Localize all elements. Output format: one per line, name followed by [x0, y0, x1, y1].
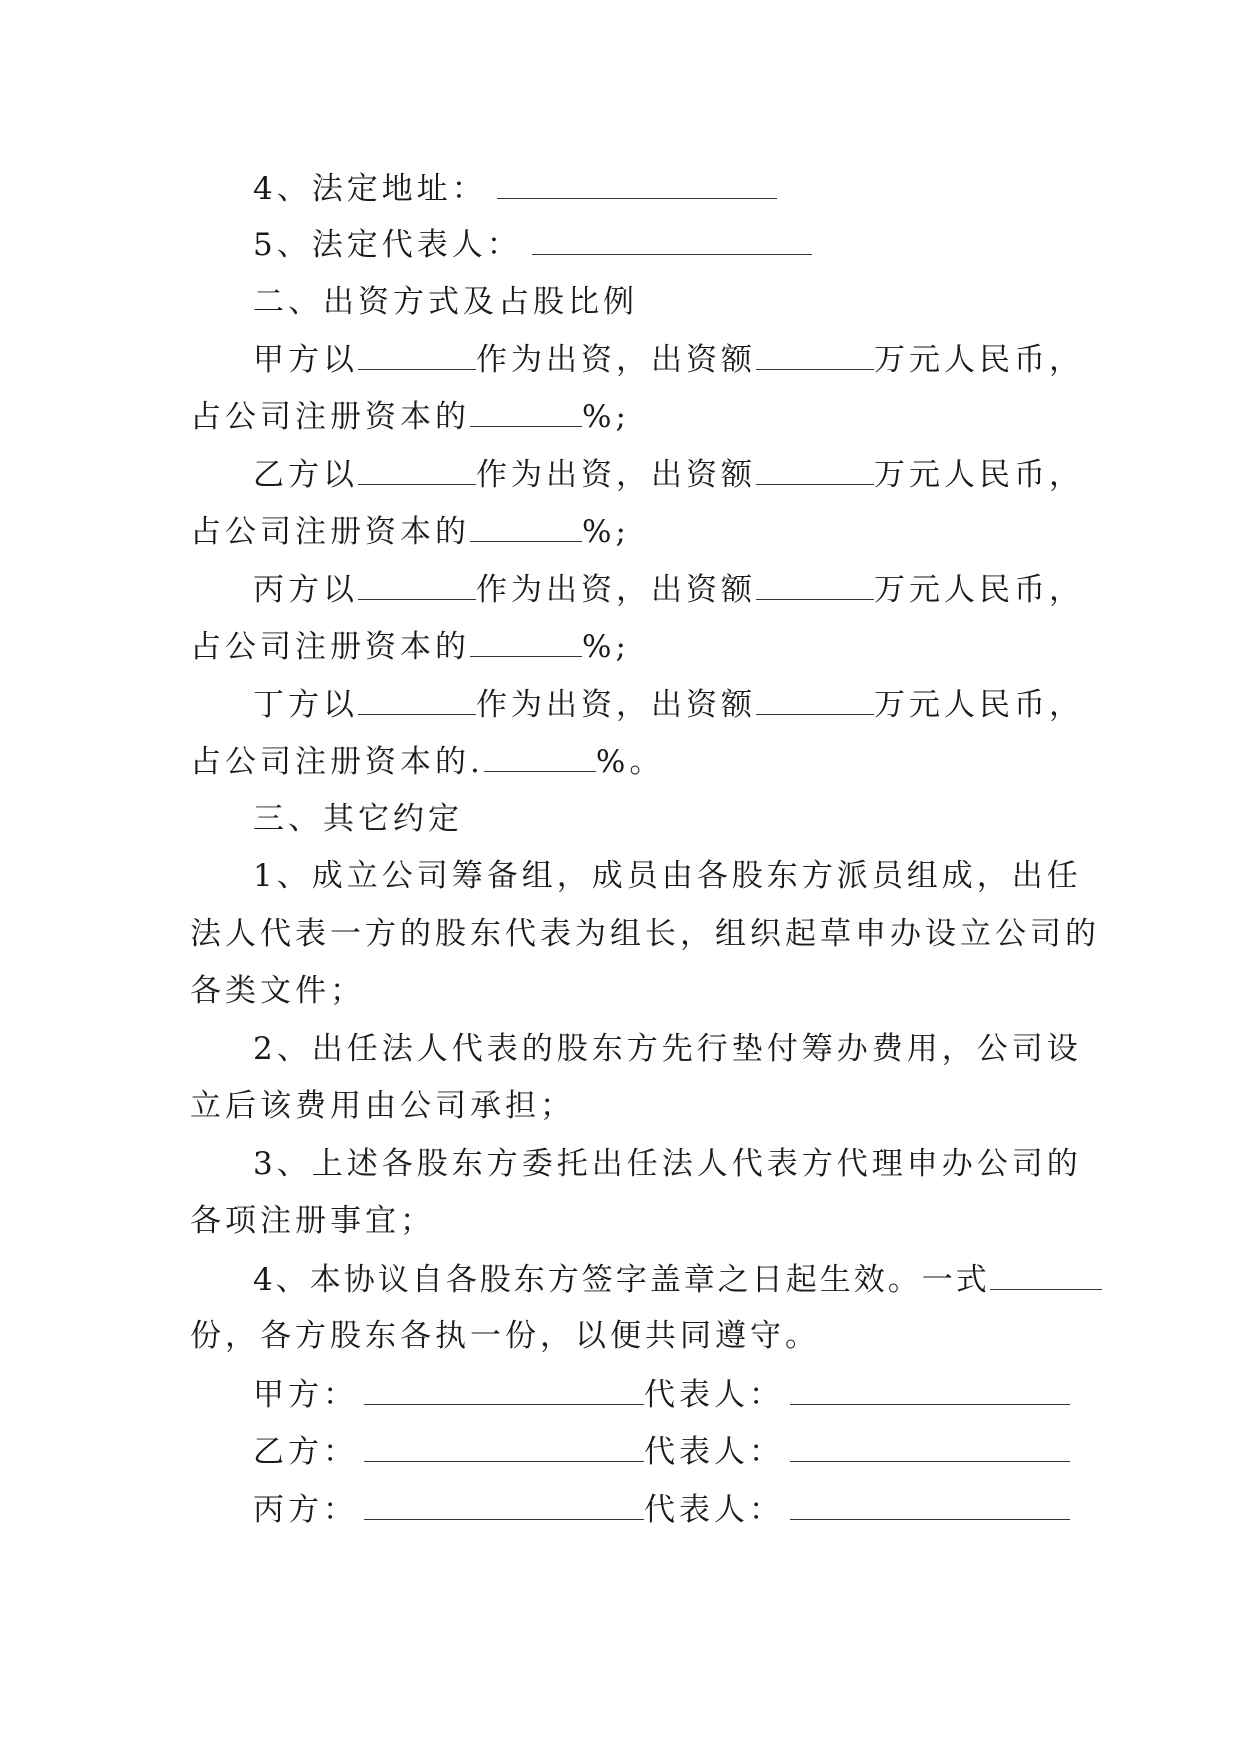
- share-prefix: 占公司注册资本的: [190, 399, 470, 435]
- clause-2-line-1: 2、出任法人代表的股东方先行垫付筹办费用，公司设: [253, 1031, 1082, 1067]
- party-sign-blank[interactable]: [364, 1431, 644, 1462]
- rep-label: 代表人：: [644, 1492, 784, 1528]
- signature-row-c: [253, 1489, 1070, 1530]
- contribution-form-blank[interactable]: [358, 684, 476, 715]
- party-sign-blank[interactable]: [364, 1489, 644, 1520]
- clause-4-line-2: 份，各方股东各执一份，以便共同遵守。: [190, 1318, 820, 1354]
- party-a-share: [190, 396, 630, 437]
- address-line: [253, 168, 777, 209]
- currency-text: 万元人民币，: [874, 342, 1084, 378]
- as-capital-text: 作为出资，出资额: [476, 457, 756, 493]
- party-c-share: [190, 626, 630, 667]
- share-prefix: 占公司注册资本的.: [190, 744, 484, 780]
- amount-blank[interactable]: [756, 569, 874, 600]
- party-a-contribution: [253, 339, 1084, 380]
- section-three-heading: 三、其它约定: [253, 801, 463, 837]
- party-d-share: [190, 741, 664, 782]
- signature-row-a: [253, 1374, 1070, 1415]
- legal-rep-label: 5、法定代表人：: [253, 227, 522, 263]
- contribution-form-blank[interactable]: [358, 454, 476, 485]
- signature-row-b: [253, 1431, 1070, 1472]
- share-pct-blank[interactable]: [470, 626, 582, 657]
- rep-sign-blank[interactable]: [790, 1431, 1070, 1462]
- share-pct-blank[interactable]: [484, 741, 596, 772]
- party-d-contribution: [253, 684, 1084, 725]
- clause-4-line-1: [253, 1259, 1102, 1300]
- as-capital-text: 作为出资，出资额: [476, 572, 756, 608]
- contribution-form-blank[interactable]: [358, 569, 476, 600]
- share-prefix: 占公司注册资本的: [190, 629, 470, 665]
- rep-sign-blank[interactable]: [790, 1489, 1070, 1520]
- currency-text: 万元人民币，: [874, 457, 1084, 493]
- legal-rep-line: [253, 224, 812, 265]
- amount-blank[interactable]: [756, 454, 874, 485]
- party-sign-blank[interactable]: [364, 1374, 644, 1405]
- copies-blank[interactable]: [990, 1259, 1102, 1290]
- as-capital-text: 作为出资，出资额: [476, 687, 756, 723]
- party-name: 丁方: [253, 687, 323, 723]
- party-label: 丙方：: [253, 1492, 358, 1528]
- share-prefix: 占公司注册资本的: [190, 514, 470, 550]
- with-text: 以: [323, 572, 358, 608]
- share-pct-blank[interactable]: [470, 511, 582, 542]
- address-blank[interactable]: [497, 168, 777, 199]
- as-capital-text: 作为出资，出资额: [476, 342, 756, 378]
- amount-blank[interactable]: [756, 339, 874, 370]
- with-text: 以: [323, 687, 358, 723]
- party-b-contribution: [253, 454, 1084, 495]
- clause-3-line-2: 各项注册事宜；: [190, 1203, 435, 1239]
- currency-text: 万元人民币，: [874, 572, 1084, 608]
- clause-4-text: 4、本协议自各股东方签字盖章之日起生效。一式: [253, 1262, 990, 1298]
- clause-1-line-2: 法人代表一方的股东代表为组长，组织起草申办设立公司的: [190, 916, 1100, 952]
- pct-end: %;: [582, 399, 630, 435]
- with-text: 以: [323, 457, 358, 493]
- party-label: 乙方：: [253, 1434, 358, 1470]
- party-name: 甲方: [253, 342, 323, 378]
- currency-text: 万元人民币，: [874, 687, 1084, 723]
- clause-2-line-2: 立后该费用由公司承担；: [190, 1088, 575, 1124]
- rep-sign-blank[interactable]: [790, 1374, 1070, 1405]
- party-c-contribution: [253, 569, 1084, 610]
- clause-3-line-1: 3、上述各股东方委托出任法人代表方代理申办公司的: [253, 1146, 1082, 1182]
- pct-end: %;: [582, 514, 630, 550]
- clause-1-line-3: 各类文件；: [190, 973, 365, 1009]
- address-label: 4、法定地址：: [253, 171, 487, 207]
- party-name: 丙方: [253, 572, 323, 608]
- amount-blank[interactable]: [756, 684, 874, 715]
- section-two-heading: 二、出资方式及占股比例: [253, 284, 638, 320]
- contribution-form-blank[interactable]: [358, 339, 476, 370]
- party-name: 乙方: [253, 457, 323, 493]
- rep-label: 代表人：: [644, 1377, 784, 1413]
- pct-end: %。: [595, 744, 665, 780]
- party-label: 甲方：: [253, 1377, 358, 1413]
- share-pct-blank[interactable]: [470, 396, 582, 427]
- party-b-share: [190, 511, 630, 552]
- with-text: 以: [323, 342, 358, 378]
- pct-end: %;: [582, 629, 630, 665]
- clause-1-line-1: 1、成立公司筹备组，成员由各股东方派员组成，出任: [253, 858, 1082, 894]
- rep-label: 代表人：: [644, 1434, 784, 1470]
- legal-rep-blank[interactable]: [532, 224, 812, 255]
